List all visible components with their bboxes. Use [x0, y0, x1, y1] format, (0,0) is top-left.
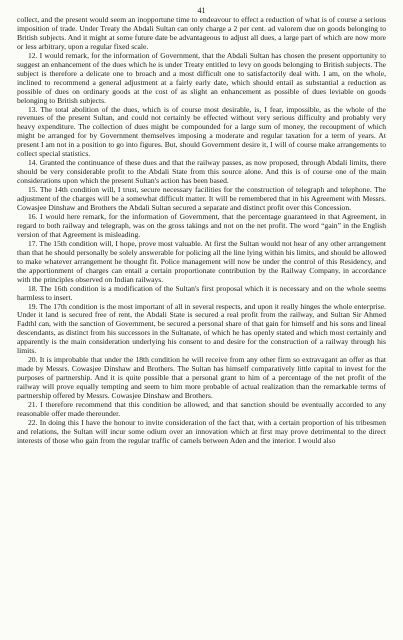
paragraph: 20. It is improbable that under the 18th condition he will receive from any other firm so extravagant an offer as that made by Messrs. Cowasjee Dinshaw and Brothers. The Sultan has himself comparatively little capital to invest for the purposes of partnership. And it is quite possible that a personal grant to him of a percentage of the net profit of the railway will prove equally tempting and seem to him more probable of actual realization than the remarkable terms of partnership offered by Messrs. Cowasjee Dinshaw and Brothers.	[17, 355, 386, 401]
paragraph: 12. I would remark, for the information of Government, that the Abdali Sultan has chosen the present opportunity to suggest an enhancement of the dues which he is under Treaty entitled to levy on goods belonging to British subjects. The subject is therefore a delicate one to broach and a most difficult one to satisfactorily deal with. I am, on the whole, inclined to recommend a general adjustment at a fairly early date, which should entail as substantial a reduction as possible of dues on ordinary goods at the cost of as slight an enhancement as possible of dues leviable on goods belonging to British subjects.	[17, 50, 386, 105]
paragraph: 17. The 15th condition will, I hope, prove most valuable. At first the Sultan would not hear of any other arrangement than that he should personally be solely answerable for policing all the line lying within his limits, and should be allowed to make whatever arrangement he thought fit. Police management will now be under the control of this Residency, and the apportionment of charges can entail a certain proportionate contribution by the Railway Company, in accordance with the principles observed on Indian railways.	[17, 238, 386, 284]
page-number: 41	[197, 6, 206, 15]
paragraph: 13. The total abolition of the dues, which is of course most desirable, is, I fear, impossible, as the whole of the revenues of the present Sultan, and could not certainly be effected without very serious difficulty and probably very heavy expenditure. The collection of dues might be compounded for a large sum of money, the recoupment of which might be arranged for by Government themselves imposing a moderate and regular taxation for a term of years. At present I am not in a position to go into figures. But, should Government desire it, I will of course make arrangements to collect special statistics.	[17, 104, 386, 159]
paragraph: collect, and the present would seem an inopportune time to endeavour to effect a reduction of what is of course a serious imposition of trade. Under Treaty the Abdali Sultan can only charge a 2 per cent. ad valorem due on goods belonging to British subjects. And it might at some future date be advantageous to adjust all dues, a large part of which are now more or less arbitrary, upon a regular fixed scale.	[17, 15, 386, 51]
paragraph: 22. In doing this I have the honour to invite consideration of the fact that, with a certain proportion of his tribesmen and relations, the Sultan will incur some odium over an innovation which at first may prove detrimental to the direct interests of those who gain from the regular traffic of camels between Aden and the interior. I would also	[17, 417, 386, 445]
paragraph: 18. The 16th condition is a modification of the Sultan's first proposal which it is necessary and on the whole seems harmless to insert.	[17, 283, 386, 302]
paragraph: 19. The 17th condition is the most important of all in several respects, and upon it really hinges the whole enterprise. Under it land is secured free of rent, the Abdali State is secured a real profit from the railway, and Sultan Sir Ahmed Fadthl can, with the sanction of Government, be secured a personal share of that gain for himself and his sons and lineal descendants, as distinct from his successors in the Sultanate, of which he has openly stated and which most certainly and apparently is the main consideration underlying his consent to and desire for the construction of a railway through his limits.	[17, 301, 386, 356]
paragraph: 16. I would here remark, for the information of Government, that the percentage guaranteed in that Agreement, in regard to both railway and telegraph, was on the gross takings and not on the net profit. The word “gain” in the English version of that Agreement is misleading.	[17, 211, 386, 239]
paragraph: 15. The 14th condition will, I trust, secure necessary facilities for the construction of telegraph and telephone. The adjustment of the charges will be a somewhat difficult matter. It will be remembered that in his Agreement with Messrs. Cowasjee Dinshaw and Brothers the Abdali Sultan secured a separate and distinct profit over this Concession.	[17, 185, 386, 213]
paragraph: 14. Granted the continuance of these dues and that the railway passes, as now proposed, through Abdali limits, there should be very considerable profit to the Abdali State from this source alone. And this is of course one of the main considerations upon which the present Sultan's action has been based.	[17, 158, 386, 186]
document-body	[17, 16, 386, 446]
paragraph: 21. I therefore recommend that this condition be allowed, and that sanction should be eventually accorded to any reasonable offer made thereunder.	[17, 399, 386, 418]
